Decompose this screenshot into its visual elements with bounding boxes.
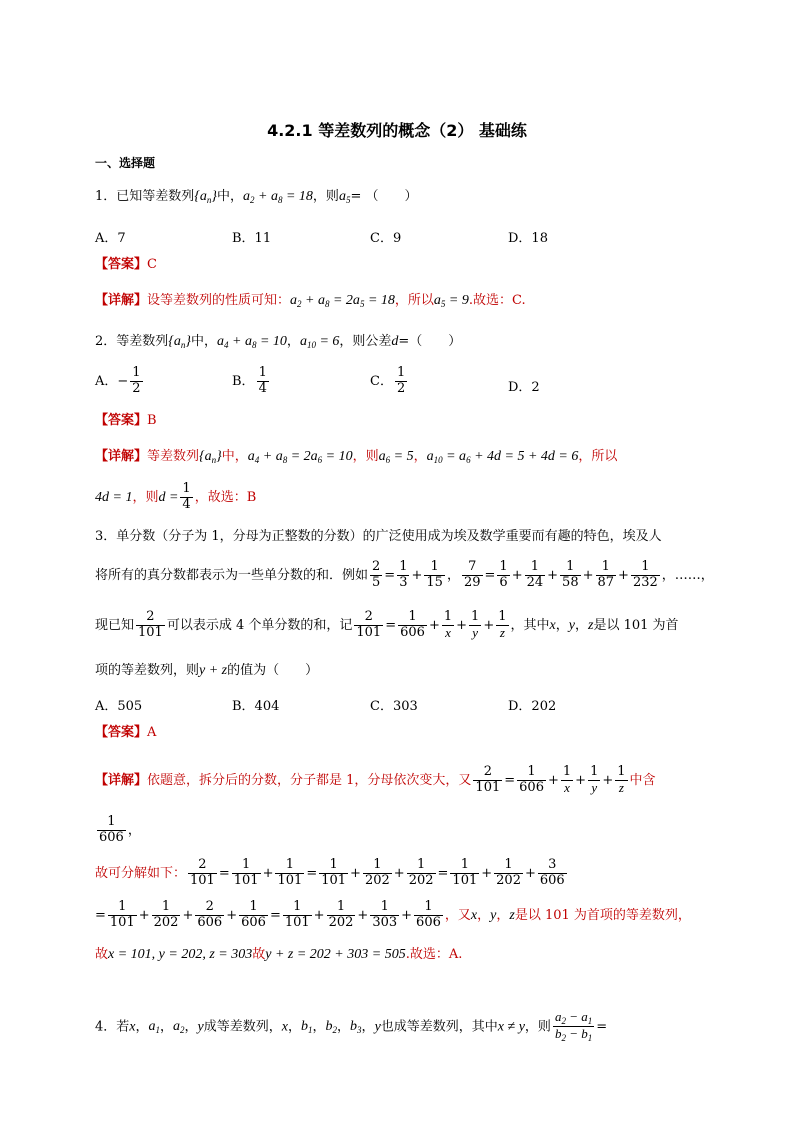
q2-stem: 2．等差数列$\{a_n\}$中，$a_4 + a_8 = 10$，$a_{10} = 6$，则公差d=（ ） [95,334,462,350]
q3-detail-line5: 故x = 101, y = 202, z = 303故y + z = 202 + 303 = 505.故选：A. [95,947,463,962]
q3-option-c: C．303 [370,699,418,714]
q4-stem: 4．若x，$a_1$，$a_2$，y成等差数列，x，$b_1$，$b_2$，$b_3$，y也成等差数列，其中x ≠ y，则 $\frac{a_2 - a_1}{b_2 - b_1}$ = [95,1009,608,1044]
q2-option-a: A．− $\frac{1}{2}$ [95,365,141,396]
q2-option-b: B． $\frac{1}{4}$ [232,365,267,396]
q1-detail: 【详解】设等差数列的性质可知：$a_2 + a_8 = 2a_5 = 18$，所以$a_5 = 9$.故选：C. [95,293,526,309]
q3-line1: 3．单分数（分子为 1，分母为正整数的分数）的广泛使用成为埃及数学重要而有趣的特色，埃及人 [95,529,662,544]
q1-option-b: B．11 [232,231,272,246]
q2-option-d: D．2 [508,380,540,395]
section-heading: 一、选择题 [95,156,156,170]
q1-stem: 1．已知等差数列$\{a_n\}$中，$a_2 + a_8 = 18$，则$a_5=$ （ ） [95,189,418,205]
q3-option-a: A．505 [95,699,143,714]
q3-line4: 项的等差数列，则y + z的值为（ ） [95,663,319,678]
q3-detail-line1: 【详解】依题意，拆分后的分数，分子都是 1，分母依次变大，又 $\frac{2}{101}$ = $\frac{1}{606}$ + $\frac{1}{x}$ + $\frac{1}{y}$ + $\frac{1}{z}$ 中含 [95,764,656,795]
q3-line3: 现已知 $\frac{2}{101}$ 可以表示成 4 个单分数的和，记 $\frac{2}{101}$ = $\frac{1}{606}$ + $\frac{1}{x}$ + $\frac{1}{y}$ + $\frac{1}{z}$ ，其中x，y，z是以 101 为首 [95,609,679,640]
q2-detail-line2: 4d = 1，则d = $\frac{1}{4}$ ，故选：B [95,481,257,512]
q2-option-c: C． $\frac{1}{2}$ [370,365,406,396]
q1-option-c: C．9 [370,231,402,246]
q1-answer: 【答案】C [95,257,157,272]
q2-detail-line1: 【详解】等差数列$\{a_n\}$中，$a_4 + a_8 = 2a_6 = 10$，则$a_6 = 5$，$a_{10} = a_6 + 4d = 5 + 4d = 6$，所以 [95,449,618,465]
q3-detail-line3: 故可分解如下： $\frac{2}{101}$ = $\frac{1}{101}$ + $\frac{1}{101}$ = $\frac{1}{101}$ + $\frac{1}{202}$ + $\frac{1}{202}$ = $\frac{1}{101}$ + $\frac{1}{202}$ + $\frac{3}{606}$ [95,857,565,888]
q3-line2: 将所有的真分数都表示为一些单分数的和．例如 $\frac{2}{5}$ = $\frac{1}{3}$ + $\frac{1}{15}$ ， $\frac{7}{29}$ = $\frac{1}{6}$ + $\frac{1}{24}$ + $\frac{1}{58}$ + $\frac{1}{87}$ + $\frac{1}{232}$ ，……， [95,559,714,590]
q3-detail-line2: $\frac{1}{606}$ ， [99,814,141,845]
page-title: 4.2.1 等差数列的概念（2） 基础练 [267,121,527,140]
q3-option-d: D．202 [508,699,557,714]
q3-answer: 【答案】A [95,725,157,740]
q1-option-d: D．18 [508,231,548,246]
q3-option-b: B．404 [232,699,280,714]
q3-detail-line4: = $\frac{1}{101}$ + $\frac{1}{202}$ + $\frac{2}{606}$ + $\frac{1}{606}$ = $\frac{1}{101}$ + $\frac{1}{202}$ + $\frac{1}{303}$ + $\frac{1}{606}$ ，又x，y，z是以 101 为首项的等差数列， [95,899,691,930]
q1-option-a: A．7 [95,231,126,246]
q2-answer: 【答案】B [95,413,157,428]
